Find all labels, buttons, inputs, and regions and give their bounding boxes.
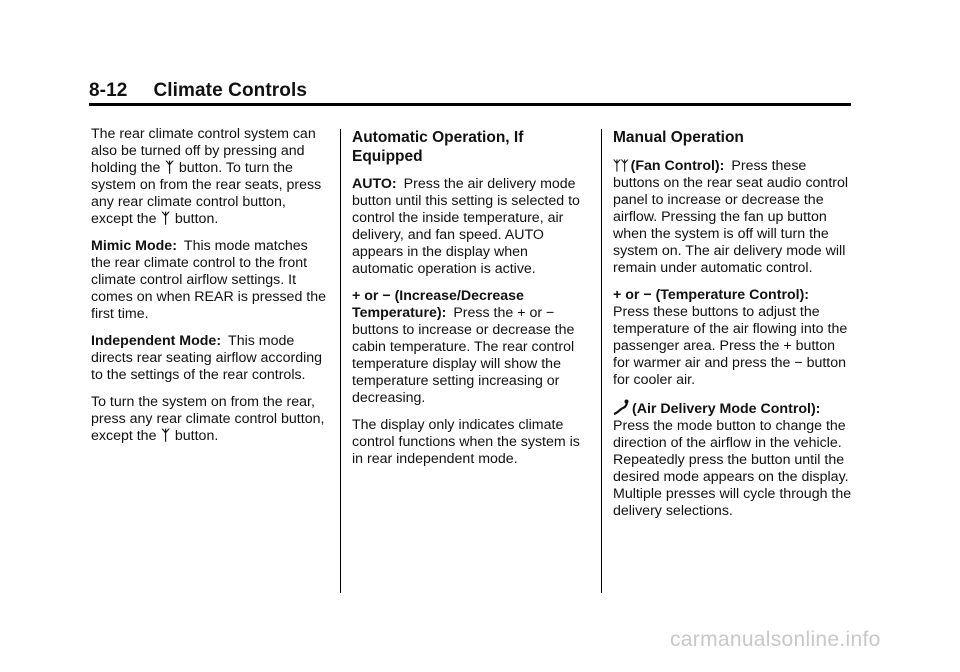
paragraph-fan-control bbox=[613, 157, 853, 277]
text-segment: The rear climate control system can also be turned off by pressing and holding the bbox=[91, 126, 316, 176]
text-segment: Press these buttons on the rear seat audio control panel to increase or decrease the airflow. Pressing the fan up button when the system is off will turn the system on. The air delivery mode will remain under automatic control. bbox=[613, 158, 849, 276]
text-segment: button. bbox=[174, 211, 219, 227]
text-segment: This mode matches the rear climate control to the front climate control airflow settings. It comes on when REAR is pressed the first time. bbox=[91, 238, 326, 322]
header-rule bbox=[89, 103, 851, 106]
column-3 bbox=[613, 126, 853, 530]
page-number: 8-12 bbox=[89, 80, 128, 101]
term-independent-mode: Independent Mode: bbox=[91, 333, 222, 349]
fan-icon: ᛉ bbox=[161, 428, 170, 444]
text-segment: Press the + or − buttons to increase or decrease the cabin temperature. The rear control temperature display will show the temperature setting increasing or decreasing. bbox=[352, 305, 575, 406]
text-segment: This mode directs rear seating airflow according to the settings of the rear controls. bbox=[91, 333, 323, 383]
term-air-delivery-mode: (Air Delivery Mode Control): bbox=[632, 401, 821, 417]
column-divider-1 bbox=[340, 129, 341, 593]
paragraph-turn-off bbox=[91, 126, 329, 228]
paragraph-display bbox=[352, 417, 592, 468]
fan-icon: ᛉ bbox=[161, 211, 170, 227]
text-segment: The display only indicates climate control functions when the system is in rear independent mode. bbox=[352, 417, 580, 467]
page-header bbox=[89, 80, 851, 102]
term-mimic-mode: Mimic Mode: bbox=[91, 238, 177, 254]
text-segment: Press the mode button to change the direction of the airflow in the vehicle. Repeatedly press the button until the desired mode appears on the display. Multiple presses will cycle through the delivery selections. bbox=[613, 418, 852, 519]
text-segment: To turn the system on from the rear, press any rear climate control button, except the bbox=[91, 394, 325, 444]
text-segment: button. To turn the system on from the rear seats, press any rear climate control button, except the bbox=[91, 160, 322, 227]
section-title: Climate Controls bbox=[153, 80, 308, 101]
paragraph-air-delivery-mode bbox=[613, 399, 853, 520]
term-fan-control: (Fan Control): bbox=[630, 158, 725, 174]
air-delivery-mode-icon bbox=[613, 399, 629, 415]
fan-control-icon: ᛉᛉ bbox=[613, 158, 629, 173]
term-auto: AUTO: bbox=[352, 176, 397, 192]
paragraph-auto bbox=[352, 176, 592, 278]
text-segment: Press the air delivery mode button until this setting is selected to control the inside temperature, air delivery, and fan speed. AUTO appears in the display when automatic operation is active. bbox=[352, 176, 580, 277]
column-1 bbox=[91, 126, 329, 455]
text-segment: Press these buttons to adjust the temperature of the air flowing into the passenger area. Press the + button for warmer air and press the − button for cooler air. bbox=[613, 304, 848, 388]
column-divider-2 bbox=[601, 129, 602, 593]
fan-icon: ᛉ bbox=[165, 160, 174, 176]
header-title bbox=[89, 80, 851, 102]
paragraph-independent-mode bbox=[91, 333, 329, 384]
paragraph-temperature-control bbox=[613, 287, 853, 389]
paragraph-turn-on bbox=[91, 394, 329, 445]
column-2 bbox=[352, 126, 592, 478]
watermark: carmanualsonline.info bbox=[670, 628, 881, 651]
paragraph-temperature bbox=[352, 288, 592, 407]
heading-manual-operation: Manual Operation bbox=[613, 129, 744, 146]
term-temperature: + or − (Increase/Decrease Temperature): bbox=[352, 288, 524, 321]
heading-automatic-operation: Automatic Operation, If Equipped bbox=[352, 129, 524, 165]
paragraph-mimic-mode bbox=[91, 238, 329, 323]
term-temperature-control: + or − (Temperature Control): bbox=[613, 287, 810, 303]
text-segment: button. bbox=[174, 428, 219, 444]
